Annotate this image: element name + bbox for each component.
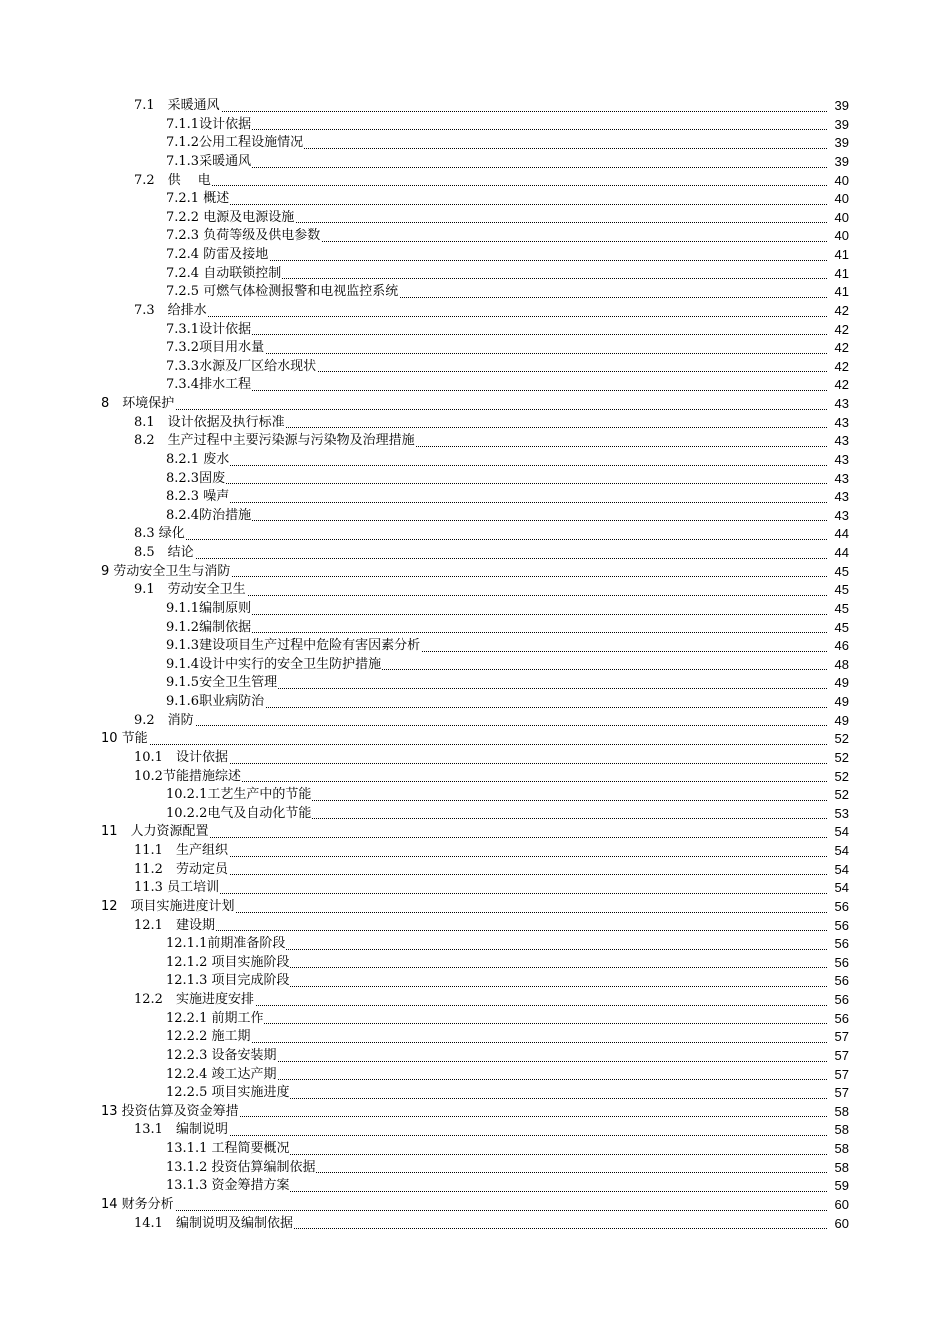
dot-leader [166,614,849,615]
toc-entry-title: 10 节能 [101,730,149,749]
toc-entry-page-number: 46 [827,637,849,656]
toc-entry-title: 13.1 编制说明 [134,1121,229,1140]
toc-entry-page-number: 58 [827,1103,849,1122]
toc-entry-page-number: 40 [827,209,849,228]
dot-leader [166,707,849,708]
toc-entry-page-number: 42 [827,339,849,358]
toc-entry-title: 7.1 采暖通风 [134,97,221,116]
toc-entry-title: 9.1.6职业病防治 [166,693,265,712]
toc-entry-title: 9.1.2编制依据 [166,619,252,638]
toc-entry[interactable] [0,861,950,880]
toc-entry-page-number: 45 [827,581,849,600]
toc-entry-title: 13.1.3 资金筹措方案 [166,1177,290,1196]
toc-entry[interactable] [0,153,950,172]
toc-entry-page-number: 57 [827,1028,849,1047]
toc-entry-page-number: 58 [827,1121,849,1140]
toc-entry[interactable] [0,172,950,191]
toc-entry-title: 12.2.1 前期工作 [166,1010,264,1029]
toc-entry[interactable] [0,786,950,805]
toc-entry-title: 8.5 结论 [134,544,195,563]
toc-entry-page-number: 52 [827,749,849,768]
toc-entry-page-number: 57 [827,1084,849,1103]
toc-entry-title: 12.1.1前期准备阶段 [166,935,286,954]
toc-entry-title: 7.3.4排水工程 [166,376,252,395]
toc-entry[interactable] [0,283,950,302]
toc-entry-title: 7.3 给排水 [134,302,208,321]
toc-entry-title: 9.2 消防 [134,712,195,731]
toc-entry-page-number: 44 [827,525,849,544]
toc-entry[interactable] [0,991,950,1010]
toc-entry-page-number: 49 [827,674,849,693]
toc-entry[interactable] [0,730,950,749]
dot-leader [134,763,849,764]
toc-entry-page-number: 49 [827,693,849,712]
toc-entry-title: 10.2节能措施综述 [134,768,242,787]
toc-entry[interactable] [0,525,950,544]
toc-entry[interactable] [0,1084,950,1103]
toc-entry-page-number: 43 [827,395,849,414]
toc-entry[interactable] [0,1177,950,1196]
toc-entry-page-number: 40 [827,227,849,246]
toc-entry[interactable] [0,432,950,451]
toc-entry-title: 12.2 实施进度安排 [134,991,255,1010]
toc-entry-title: 9.1.1编制原则 [166,600,252,619]
toc-entry-page-number: 43 [827,432,849,451]
toc-entry[interactable] [0,1159,950,1178]
dot-leader [166,632,849,633]
dot-leader [166,1042,849,1043]
toc-entry[interactable] [0,674,950,693]
toc-entry-page-number: 41 [827,246,849,265]
toc-entry[interactable] [0,265,950,284]
toc-entry[interactable] [0,842,950,861]
toc-entry[interactable] [0,935,950,954]
toc-entry[interactable] [0,116,950,135]
toc-entry-title: 7.3.2项目用水量 [166,339,265,358]
dot-leader [166,502,849,503]
toc-entry-title: 8.2 生产过程中主要污染源与污染物及治理措施 [134,432,416,451]
toc-entry-page-number: 52 [827,786,849,805]
toc-entry-page-number: 45 [827,619,849,638]
toc-entry[interactable] [0,376,950,395]
toc-entry[interactable] [0,470,950,489]
toc-entry-page-number: 56 [827,935,849,954]
toc-entry-page-number: 40 [827,190,849,209]
toc-entry-page-number: 56 [827,1010,849,1029]
toc-entry[interactable] [0,302,950,321]
toc-entry-page-number: 43 [827,414,849,433]
toc-entry-page-number: 39 [827,134,849,153]
dot-leader [134,539,849,540]
toc-entry[interactable] [0,954,950,973]
toc-entry-title: 13.1.2 投资估算编制依据 [166,1159,316,1178]
toc-entry-page-number: 43 [827,470,849,489]
dot-leader [166,334,849,335]
toc-entry[interactable] [0,917,950,936]
dot-leader [166,465,849,466]
toc-entry-page-number: 59 [827,1177,849,1196]
toc-entry-page-number: 52 [827,768,849,787]
toc-entry-page-number: 56 [827,991,849,1010]
toc-entry-title: 9 劳动安全卫生与消防 [101,563,231,582]
toc-entry-title: 8.3 绿化 [134,525,186,544]
toc-entry-title: 7.2.1 概述 [166,190,230,209]
toc-entry[interactable] [0,1215,950,1234]
dot-leader [166,1023,849,1024]
toc-entry-page-number: 56 [827,954,849,973]
dot-leader [101,837,849,838]
toc-entry-title: 12.2.4 竣工达产期 [166,1066,277,1085]
toc-entry-page-number: 39 [827,153,849,172]
toc-entry-page-number: 52 [827,730,849,749]
toc-entry-title: 7.1.1设计依据 [166,116,252,135]
toc-entry-page-number: 42 [827,302,849,321]
toc-entry-title: 7.1.2公用工程设施情况 [166,134,304,153]
toc-entry-title: 10.2.2电气及自动化节能 [166,805,312,824]
toc-entry-page-number: 40 [827,172,849,191]
dot-leader [101,1210,849,1211]
dot-leader [101,744,849,745]
toc-entry[interactable] [0,656,950,675]
toc-entry[interactable] [0,97,950,116]
toc-entry[interactable] [0,209,950,228]
toc-entry-page-number: 56 [827,917,849,936]
toc-entry-title: 8 环境保护 [101,395,175,414]
toc-entry[interactable] [0,190,950,209]
toc-entry-page-number: 58 [827,1140,849,1159]
toc-entry-title: 7.2.4 自动联锁控制 [166,265,282,284]
dot-leader [134,874,849,875]
toc-entry-title: 14.1 编制说明及编制依据 [134,1215,294,1234]
toc-entry-page-number: 43 [827,507,849,526]
dot-leader [134,111,849,112]
toc-entry-page-number: 39 [827,116,849,135]
toc-entry-title: 7.2.5 可燃气体检测报警和电视监控系统 [166,283,399,302]
toc-entry-page-number: 54 [827,879,849,898]
toc-entry[interactable] [0,972,950,991]
toc-entry-page-number: 44 [827,544,849,563]
toc-entry-page-number: 45 [827,563,849,582]
toc-entry-page-number: 45 [827,600,849,619]
toc-entry[interactable] [0,339,950,358]
toc-entry-page-number: 60 [827,1215,849,1234]
toc-entry[interactable] [0,507,950,526]
toc-entry-title: 11.1 生产组织 [134,842,229,861]
toc-entry-page-number: 42 [827,321,849,340]
toc-entry[interactable] [0,1047,950,1066]
toc-entry[interactable] [0,768,950,787]
toc-entry[interactable] [0,1010,950,1029]
toc-entry-title: 11 人力资源配置 [101,823,210,842]
dot-leader [134,893,849,894]
table-of-contents [0,97,950,1233]
toc-entry[interactable] [0,1140,950,1159]
toc-entry-title: 8.1 设计依据及执行标准 [134,414,286,433]
toc-entry-page-number: 43 [827,451,849,470]
toc-entry[interactable] [0,1066,950,1085]
toc-entry-page-number: 58 [827,1159,849,1178]
toc-entry[interactable] [0,805,950,824]
dot-leader [166,483,849,484]
dot-leader [134,185,849,186]
toc-entry[interactable] [0,395,950,414]
toc-entry-title: 10.2.1工艺生产中的节能 [166,786,312,805]
toc-entry-title: 7.2.2 电源及电源设施 [166,209,295,228]
dot-leader [166,353,849,354]
toc-entry-title: 10.1 设计依据 [134,749,229,768]
toc-entry-title: 13 投资估算及资金筹措 [101,1103,240,1122]
dot-leader [134,930,849,931]
toc-entry-page-number: 53 [827,805,849,824]
dot-leader [134,1135,849,1136]
toc-entry[interactable] [0,1121,950,1140]
toc-entry-page-number: 54 [827,823,849,842]
toc-entry-title: 11.2 劳动定员 [134,861,229,880]
toc-entry[interactable] [0,693,950,712]
toc-entry[interactable] [0,898,950,917]
toc-entry-title: 11.3 员工培训 [134,879,220,898]
toc-entry[interactable] [0,600,950,619]
toc-entry-page-number: 39 [827,97,849,116]
toc-entry-title: 14 财务分析 [101,1196,175,1215]
toc-entry-title: 7.2.4 防雷及接地 [166,246,269,265]
toc-entry-page-number: 41 [827,265,849,284]
toc-entry-title: 12.2.5 项目实施进度 [166,1084,290,1103]
toc-entry[interactable] [0,227,950,246]
toc-entry-title: 12.1 建设期 [134,917,216,936]
toc-entry-page-number: 48 [827,656,849,675]
toc-entry-title: 12 项目实施进度计划 [101,898,236,917]
toc-entry-title: 9.1.5安全卫生管理 [166,674,278,693]
dot-leader [134,316,849,317]
toc-entry-page-number: 56 [827,898,849,917]
toc-entry[interactable] [0,1103,950,1122]
toc-entry-title: 8.2.3 噪声 [166,488,230,507]
dot-leader [166,390,849,391]
dot-leader [101,409,849,410]
toc-entry-title: 7.2.3 负荷等级及供电参数 [166,227,321,246]
toc-entry-title: 9.1.3建设项目生产过程中危险有害因素分析 [166,637,421,656]
toc-entry-title: 9.1 劳动安全卫生 [134,581,247,600]
dot-leader [166,520,849,521]
toc-entry[interactable] [0,414,950,433]
dot-leader [166,129,849,130]
toc-entry-page-number: 43 [827,488,849,507]
toc-entry-page-number: 42 [827,358,849,377]
toc-entry-page-number: 49 [827,712,849,731]
toc-entry-page-number: 57 [827,1066,849,1085]
toc-entry[interactable] [0,749,950,768]
toc-entry[interactable] [0,451,950,470]
dot-leader [134,856,849,857]
toc-entry-title: 7.3.1设计依据 [166,321,252,340]
toc-entry[interactable] [0,823,950,842]
toc-entry-title: 12.2.2 施工期 [166,1028,251,1047]
toc-entry-page-number: 54 [827,842,849,861]
toc-entry-title: 7.3.3水源及厂区给水现状 [166,358,317,377]
toc-entry[interactable] [0,581,950,600]
dot-leader [134,725,849,726]
toc-entry-title: 8.2.3固废 [166,470,226,489]
dot-leader [134,558,849,559]
toc-entry-title: 7.1.3采暖通风 [166,153,252,172]
toc-entry-title: 12.1.2 项目实施阶段 [166,954,290,973]
toc-entry-page-number: 54 [827,861,849,880]
toc-entry-page-number: 42 [827,376,849,395]
toc-entry[interactable] [0,712,950,731]
toc-entry-title: 12.2.3 设备安装期 [166,1047,277,1066]
toc-entry-page-number: 57 [827,1047,849,1066]
toc-entry-title: 13.1.1 工程简要概况 [166,1140,290,1159]
toc-entry-title: 7.2 供 电 [134,172,212,191]
dot-leader [166,167,849,168]
toc-entry-title: 8.2.1 废水 [166,451,230,470]
toc-entry[interactable] [0,1196,950,1215]
toc-entry[interactable] [0,134,950,153]
toc-entry-title: 8.2.4防治措施 [166,507,252,526]
toc-entry-page-number: 60 [827,1196,849,1215]
toc-entry[interactable] [0,544,950,563]
toc-entry-title: 9.1.4设计中实行的安全卫生防护措施 [166,656,382,675]
toc-entry[interactable] [0,488,950,507]
toc-entry[interactable] [0,619,950,638]
toc-entry[interactable] [0,358,950,377]
dot-leader [166,204,849,205]
toc-entry[interactable] [0,563,950,582]
toc-entry[interactable] [0,1028,950,1047]
toc-entry-page-number: 41 [827,283,849,302]
toc-entry-title: 12.1.3 项目完成阶段 [166,972,290,991]
toc-entry-page-number: 56 [827,972,849,991]
toc-entry[interactable] [0,246,950,265]
toc-entry[interactable] [0,321,950,340]
toc-entry[interactable] [0,637,950,656]
toc-entry[interactable] [0,879,950,898]
